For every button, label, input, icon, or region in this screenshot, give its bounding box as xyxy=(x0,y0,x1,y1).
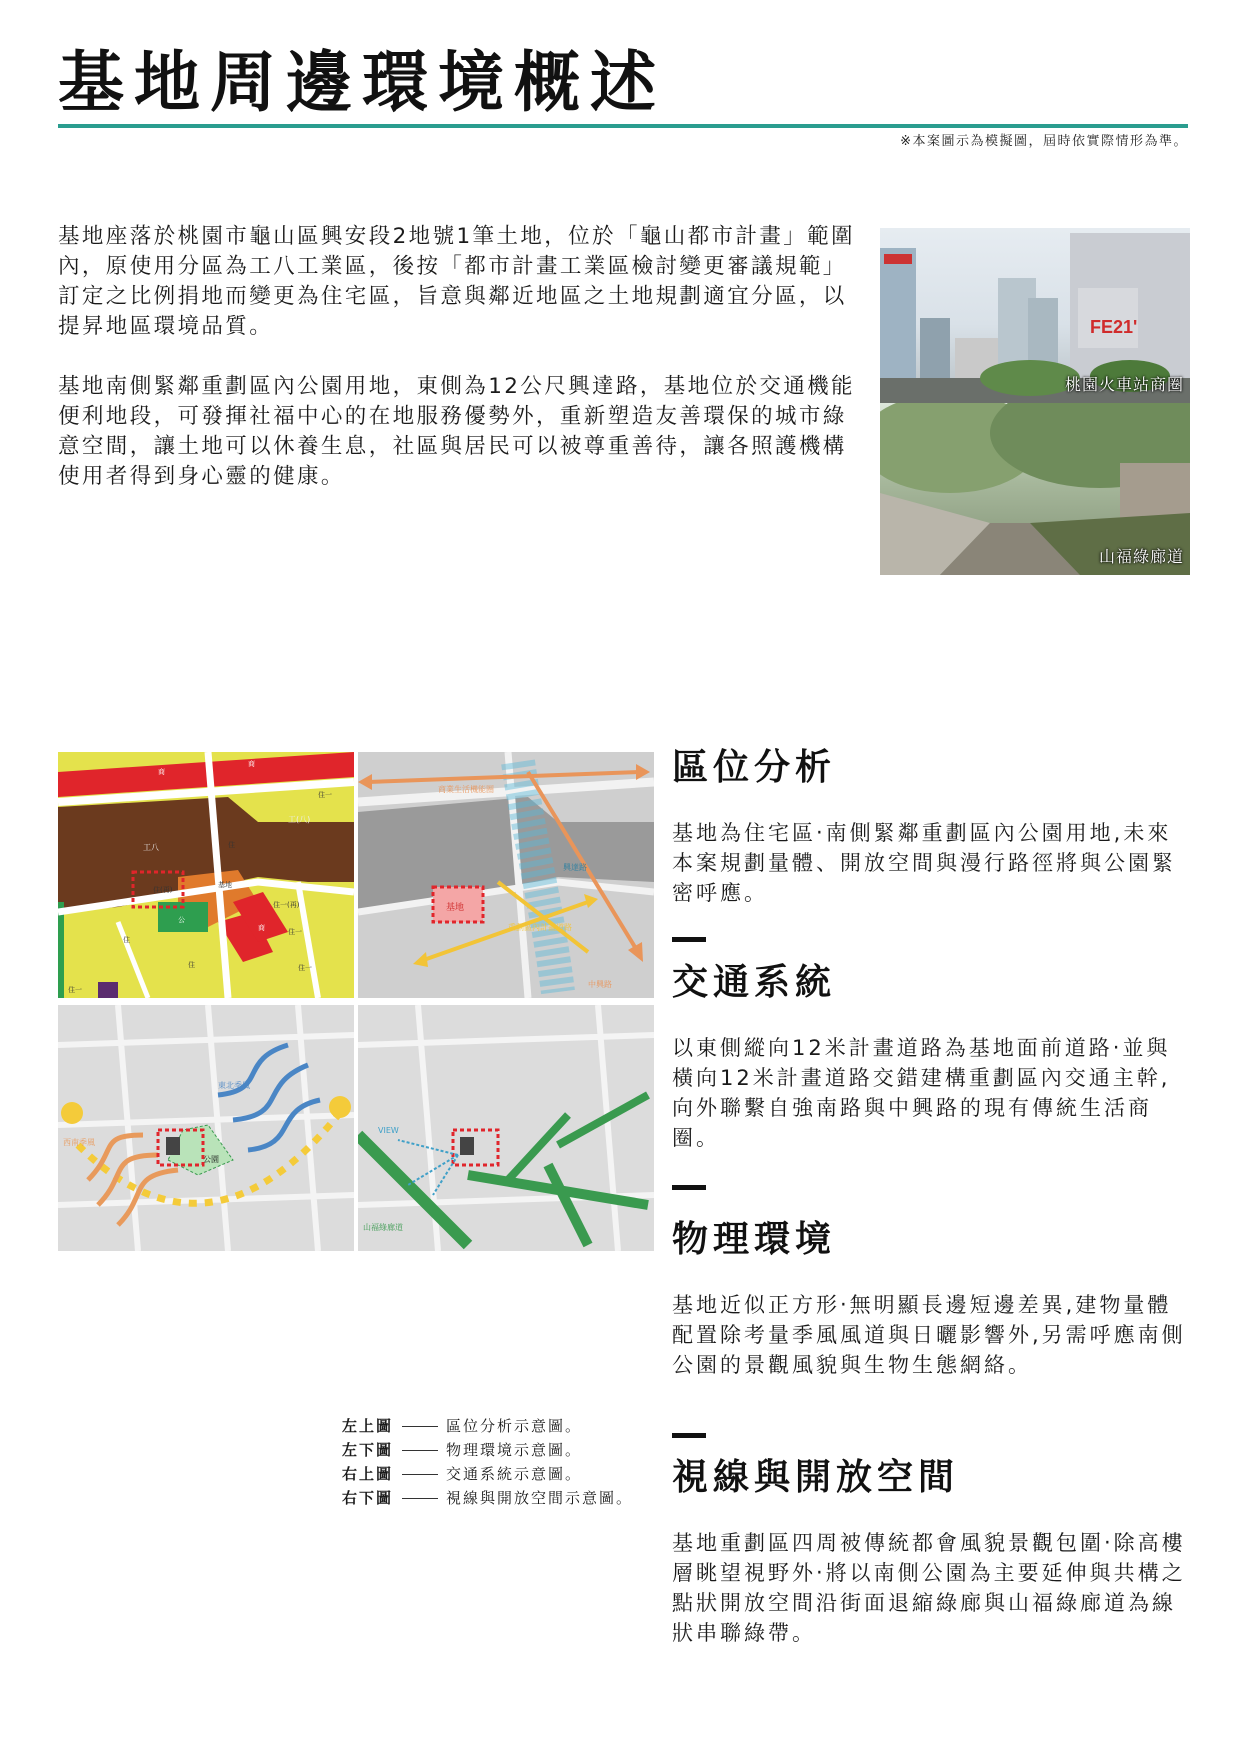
section-text: 以東側縱向12米計畫道路為基地面前道路‧並與橫向12米計畫道路交錯建構重劃區內交通主幹,向外聯繫自強南路與中興路的現有傳統生活商圈。 xyxy=(672,1035,1171,1150)
section-text: 基地近似正方形‧無明顯長邊短邊差異,建物量體配置除考量季風風道與日曬影響外,另需呼應南側公園的景觀風貌與生物生態網絡。 xyxy=(672,1292,1186,1377)
legend-desc: 物理環境示意圖。 xyxy=(446,1441,583,1459)
map-location-analysis xyxy=(58,752,354,998)
legend-dash xyxy=(402,1450,438,1451)
legend-row xyxy=(342,1486,633,1510)
legend-row xyxy=(342,1462,633,1486)
section-divider xyxy=(672,1185,706,1190)
legend-dash xyxy=(402,1498,438,1499)
zone-label: 住一 xyxy=(318,791,332,799)
zone-label: 住 xyxy=(123,936,130,944)
photo-caption: 桃園火車站商圈 xyxy=(1064,375,1184,394)
zone-label: 住 xyxy=(188,961,195,969)
section-divider xyxy=(672,937,706,942)
legend-dash xyxy=(402,1426,438,1427)
site-label: 基地 xyxy=(446,903,465,913)
zone-label: 工八 xyxy=(143,843,159,852)
legend-desc: 交通系統示意圖。 xyxy=(446,1465,583,1483)
zone-label: 商 xyxy=(248,760,255,768)
zhongxing-road-label: 中興路 xyxy=(588,980,612,989)
section-text: 基地為住宅區‧南側緊鄰重劃區內公園用地,未來本案規劃量體、開放空間與漫行路徑將與公園緊密呼應。 xyxy=(672,820,1176,905)
section-location-analysis xyxy=(672,748,1192,908)
zone-label: 商 xyxy=(158,768,165,776)
section-divider xyxy=(672,1433,706,1438)
legend-desc: 區位分析示意圖。 xyxy=(446,1417,583,1435)
section-traffic-system xyxy=(672,963,1192,1153)
legend-dash xyxy=(402,1474,438,1475)
northeast-monsoon-label: 東北季風 xyxy=(218,1081,250,1090)
zone-label: 住一 xyxy=(68,986,82,994)
section-text: 基地重劃區四周被傳統都會風貌景觀包圍‧除高樓層眺望視野外‧將以南側公園為主要延伸與共構之點狀開放空間沿街面退縮綠廊與山福綠廊道為線狀串聯綠帶。 xyxy=(672,1530,1186,1645)
legend-key: 左上圖 xyxy=(342,1417,394,1435)
section-view-open-space xyxy=(672,1458,1192,1648)
zone-label: 住(再) xyxy=(153,886,173,894)
zone-label: 工(八) xyxy=(288,815,311,824)
title-underline xyxy=(58,124,1188,128)
zone-label: 住一 xyxy=(298,964,312,972)
legend-key: 右下圖 xyxy=(342,1489,394,1507)
park-label: 公園 xyxy=(203,1155,219,1164)
section-title: 交通系統 xyxy=(672,962,837,1003)
intro-text xyxy=(58,222,868,492)
zone-label: 基地 xyxy=(218,881,232,889)
section-title: 物理環境 xyxy=(672,1219,837,1260)
view-label: VIEW xyxy=(378,1126,399,1135)
svg-text:FE21': FE21' xyxy=(1090,317,1138,337)
zone-label: 住一(再) xyxy=(273,901,300,909)
main-road-label: 興達路 xyxy=(563,863,587,872)
disclaimer-note: ※本案圖示為模擬圖，屆時依實際情形為準。 xyxy=(900,134,1188,149)
section-title: 區位分析 xyxy=(672,747,837,788)
corridor-label: 山福綠廊道 xyxy=(363,1223,403,1232)
legend-key: 右上圖 xyxy=(342,1465,394,1483)
commercial-zone-label: 商業生活機能圈 xyxy=(438,785,494,794)
photo-taoyuan-station xyxy=(880,228,1190,403)
legend-desc: 視線與開放空間示意圖。 xyxy=(446,1489,634,1507)
zone-label: 住一 xyxy=(288,928,302,936)
figure-legend xyxy=(342,1414,633,1510)
map-view-open-space xyxy=(358,1005,654,1251)
map-traffic-system xyxy=(358,752,654,998)
section-physical-environment xyxy=(672,1220,1192,1380)
zone-label: 公 xyxy=(178,916,185,924)
zone-label: 商 xyxy=(258,924,265,932)
legend-row xyxy=(342,1438,633,1462)
legend-key: 左下圖 xyxy=(342,1441,394,1459)
planned-road-label: 重劃區內計畫道路 xyxy=(508,923,572,932)
legend-row xyxy=(342,1414,633,1438)
section-title: 視線與開放空間 xyxy=(672,1457,960,1498)
zone-label: 住 xyxy=(228,841,235,849)
page-title: 基地周邊環境概述 xyxy=(58,44,666,121)
map-physical-environment xyxy=(58,1005,354,1251)
intro-paragraph-1: 基地座落於桃園市龜山區興安段2地號1筆土地，位於「龜山都市計畫」範圍內，原使用分區為工八工業區，後按「都市計畫工業區檢討變更審議規範」訂定之比例捐地而變更為住宅區，旨意與鄰近地區之土地規劃適宜分區，以提昇地區環境品質。 xyxy=(58,224,855,339)
photo-caption: 山福綠廊道 xyxy=(1098,547,1184,566)
photo-green-corridor xyxy=(880,403,1190,575)
intro-paragraph-2: 基地南側緊鄰重劃區內公園用地，東側為12公尺興達路，基地位於交通機能便利地段，可發揮社福中心的在地服務優勢外，重新塑造友善環保的城市綠意空間，讓土地可以休養生息，社區與居民可以被尊重善待，讓各照護機構使用者得到身心靈的健康。 xyxy=(58,374,855,489)
southwest-monsoon-label: 西南季風 xyxy=(63,1138,95,1147)
